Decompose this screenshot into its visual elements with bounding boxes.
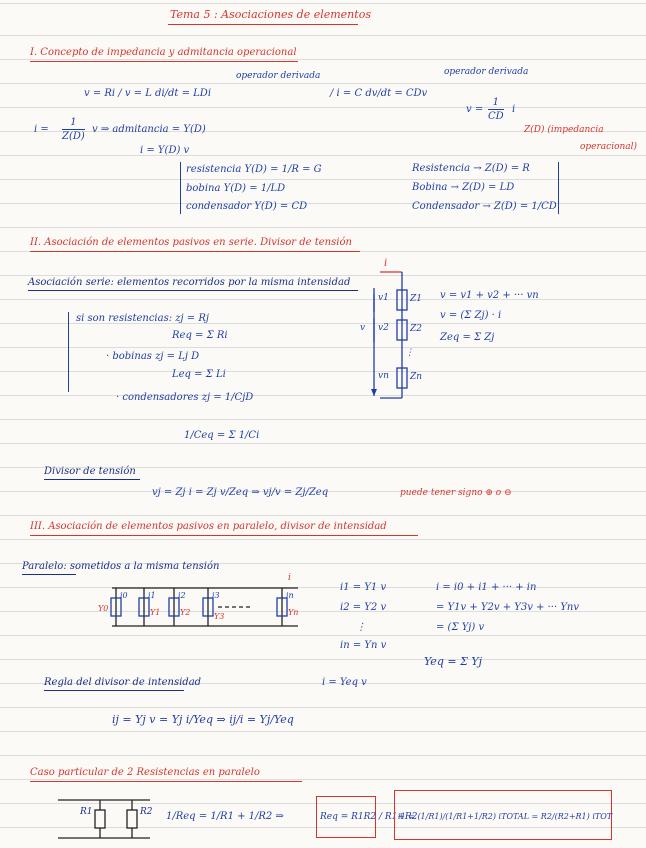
section-4-heading: Caso particular de 2 Resistencias en paralelo	[30, 767, 260, 778]
divisor-intensidad-eq: ij = Yj v = Yj i/Yeq ⇒ ij/i = Yj/Yeq	[112, 713, 294, 726]
parallel-i2: i2 = Y2 v	[340, 602, 387, 613]
parallel-sum-yv: = Y1v + Y2v + Y3v + ··· Ynv	[436, 602, 580, 613]
series-ceq-line: 1/Ceq = Σ 1/Ci	[184, 430, 260, 441]
label-v2: v2	[378, 323, 389, 333]
operator-label-left: operador derivada	[236, 71, 321, 81]
impedance-definition: Z(D) (impedancia	[524, 125, 604, 135]
label-yn: Yn	[288, 608, 299, 617]
parallel-current-label: i	[288, 573, 291, 583]
label-v1: v1	[378, 293, 389, 303]
req-result: Req = R1R2 / R1+R2	[320, 812, 418, 822]
i-yeq-v: i = Yeq v	[322, 677, 367, 688]
series-leq-line: Leq = Σ Li	[172, 369, 226, 380]
label-i2: i2	[178, 591, 186, 600]
series-req-line: Req = Σ Ri	[172, 330, 228, 341]
section-3-heading: III. Asociación de elementos pasivos en paralelo, divisor de intensidad	[30, 521, 387, 532]
series-dots: ⋮	[405, 348, 414, 358]
section-1-heading: I. Concepto de impedancia y admitancia operacional	[30, 47, 297, 58]
series-inductor-line: · bobinas zj = Lj D	[106, 351, 200, 362]
impedance-definition-2: operacional)	[580, 142, 638, 152]
label-i0: i0	[120, 591, 128, 600]
z-line-inductor: Bobina → Z(D) = LD	[412, 182, 515, 193]
equation-v-cd-tail: i	[512, 104, 516, 115]
divisor-intensidad-title: Regla del divisor de intensidad	[44, 677, 202, 688]
label-y0: Y0	[98, 604, 109, 613]
fraction-denominator: CD	[488, 111, 504, 122]
label-zn: Zn	[410, 372, 423, 382]
parallel-yeq: Yeq = Σ Yj	[424, 655, 483, 668]
page-title: Tema 5 : Asociaciones de elementos	[170, 8, 371, 21]
equation-i-admittance-lhs: i =	[34, 124, 49, 135]
y-line-inductor: bobina Y(D) = 1/LD	[186, 183, 286, 194]
label-i3: i3	[212, 591, 220, 600]
series-current-label: i	[384, 258, 388, 269]
divisor-sign-note: puede tener signo ⊕ o ⊖	[400, 488, 512, 498]
label-vn: vn	[378, 371, 389, 381]
equation-v-cd-lhs: v =	[466, 104, 484, 115]
label-i1: i1	[148, 591, 156, 600]
label-z2: Z2	[410, 324, 422, 334]
fraction-numerator: 1	[492, 97, 500, 108]
parallel-subtitle: Paralelo: sometidos a la misma tensión	[22, 561, 220, 572]
equation-v-resistor-inductor: v = Ri / v = L di/dt = LDi	[84, 88, 212, 99]
section-2-heading: II. Asociación de elementos pasivos en serie. Divisor de tensión	[30, 237, 352, 248]
series-eq-sum-v: v = v1 + v2 + ··· vn	[440, 290, 539, 301]
label-in: in	[286, 591, 294, 600]
parallel-sum-y: = (Σ Yj) v	[436, 622, 485, 633]
series-resistor-line: si son resistencias: zj = Rj	[76, 313, 209, 324]
z-line-resistor: Resistencia → Z(D) = R	[412, 163, 530, 174]
operator-label-right: operador derivada	[444, 67, 529, 77]
fraction-denominator: Z(D)	[62, 131, 85, 142]
series-subtitle: Asociación serie: elementos recorridos por la misma intensidad	[28, 277, 351, 288]
parallel-sum-i: i = i0 + i1 + ··· + in	[436, 582, 537, 593]
label-r1: R1	[80, 807, 93, 817]
label-v: v	[360, 323, 366, 333]
y-line-resistor: resistencia Y(D) = 1/R = G	[186, 164, 322, 175]
parallel-i1: i1 = Y1 v	[340, 582, 387, 593]
series-capacitor-line: · condensadores zj = 1/CjD	[116, 392, 254, 403]
z-line-capacitor: Condensador → Z(D) = 1/CD	[412, 201, 557, 212]
fraction-numerator: 1	[70, 117, 77, 128]
y-line-capacitor: condensador Y(D) = CD	[186, 201, 308, 212]
label-y3: Y3	[214, 612, 225, 621]
series-eq-zeq: Zeq = Σ Zj	[440, 332, 495, 343]
label-y1: Y1	[150, 608, 161, 617]
label-z1: Z1	[410, 294, 422, 304]
label-r2: R2	[140, 807, 153, 817]
equation-i-yv: i = Y(D) v	[140, 145, 190, 156]
parallel-dots: ⋮	[356, 622, 366, 633]
equation-admittance: v ⇒ admitancia = Y(D)	[92, 124, 206, 135]
req-parallel-eq: 1/Req = 1/R1 + 1/R2 ⇒	[166, 811, 284, 822]
current-divider-result: i1 = (1/R1)/(1/R1+1/R2) iTOTAL = R2/(R2+R1) iTOT	[398, 812, 613, 821]
divisor-tension-title: Divisor de tensión	[44, 466, 136, 477]
label-y2: Y2	[180, 608, 191, 617]
equation-i-capacitor: / i = C dv/dt = CDv	[330, 88, 428, 99]
series-eq-vi: v = (Σ Zj) · i	[440, 310, 502, 321]
parallel-in: in = Yn v	[340, 640, 387, 651]
divisor-tension-eq: vj = Zj i = Zj v/Zeq ⇒ vj/v = Zj/Zeq	[152, 487, 329, 498]
